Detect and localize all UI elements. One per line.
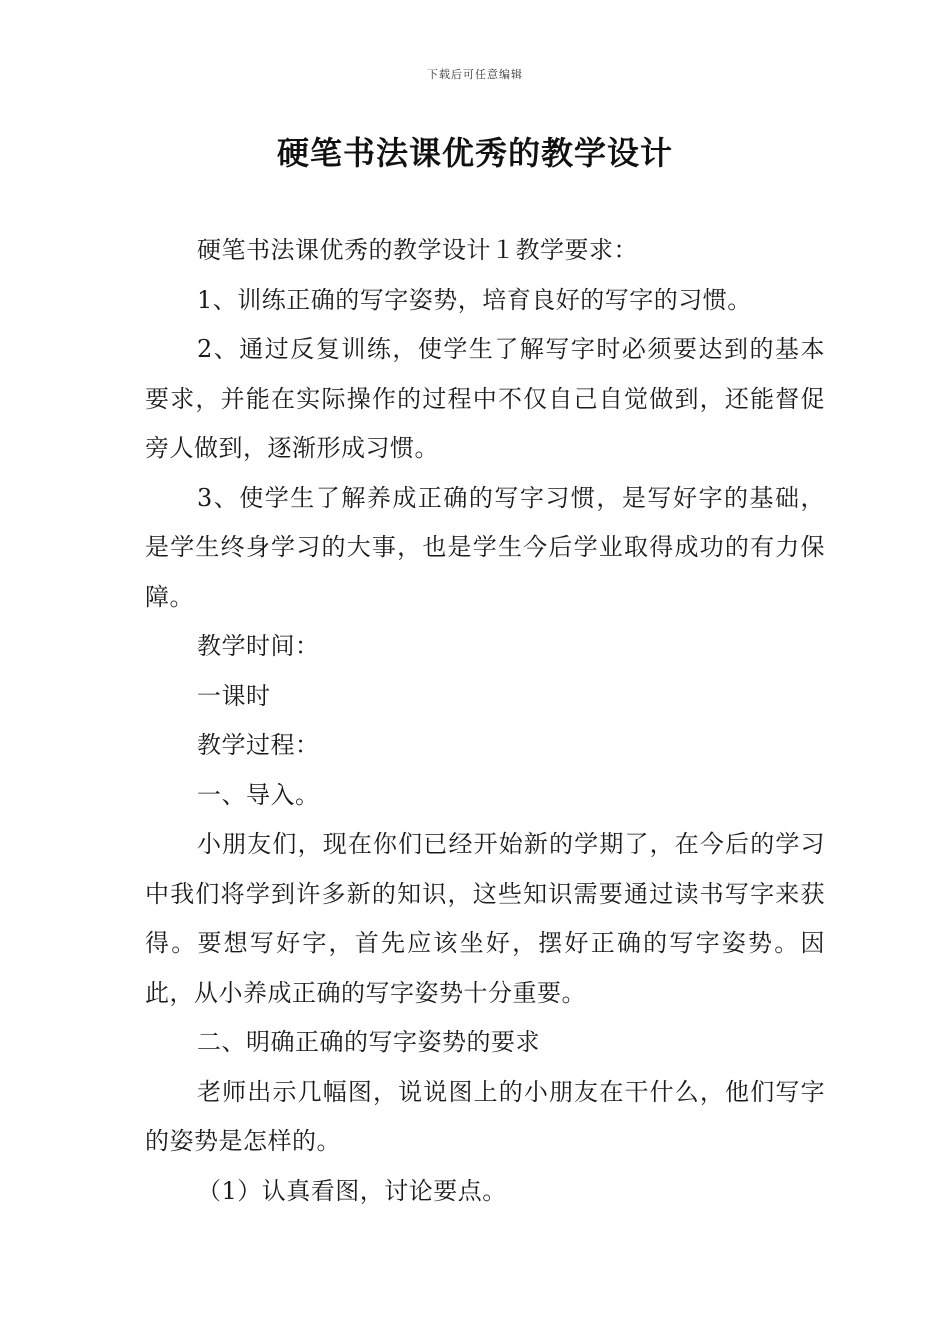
document-title: 硬笔书法课优秀的教学设计	[276, 134, 673, 172]
paragraph-requirement-1: 1、训练正确的写字姿势，培育良好的写字的习惯。	[197, 285, 752, 314]
paragraph-requirement-2: 2、通过反复训练，使学生了解写字时必须要达到的基本要求，并能在实际操作的过程中不仅自己自觉做到，还能督促旁人做到，逐渐形成习惯。	[145, 335, 825, 462]
header-note: 下载后可任意编辑	[427, 68, 523, 81]
paragraph-intro: 硬笔书法课优秀的教学设计１教学要求：	[197, 236, 638, 264]
paragraph-step-1: （1）认真看图，讨论要点。	[197, 1176, 507, 1205]
paragraph-requirement-3: 3、使学生了解养成正确的写字习惯，是写好字的基础，是学生终身学习的大事，也是学生今后学业取得成功的有力保障。	[145, 483, 825, 611]
document-body	[145, 226, 825, 1216]
paragraph-posture-content: 老师出示几幅图，说说图上的小朋友在干什么，他们写字的姿势是怎样的。	[145, 1077, 825, 1155]
paragraph-teaching-process-label: 教学过程：	[197, 731, 320, 759]
paragraph-teaching-time-label: 教学时间：	[197, 632, 320, 660]
paragraph-intro-content: 小朋友们，现在你们已经开始新的学期了，在今后的学习中我们将学到许多新的知识，这些知识需要通过读书写字来获得。要想写好字，首先应该坐好，摆好正确的写字姿势。因此，从小养成正确的写字姿势十分重要。	[145, 830, 825, 1007]
paragraph-section-posture: 二、明确正确的写字姿势的要求	[197, 1028, 540, 1056]
paragraph-section-intro: 一、导入。	[197, 780, 320, 809]
paragraph-teaching-time-value: 一课时	[197, 681, 271, 710]
